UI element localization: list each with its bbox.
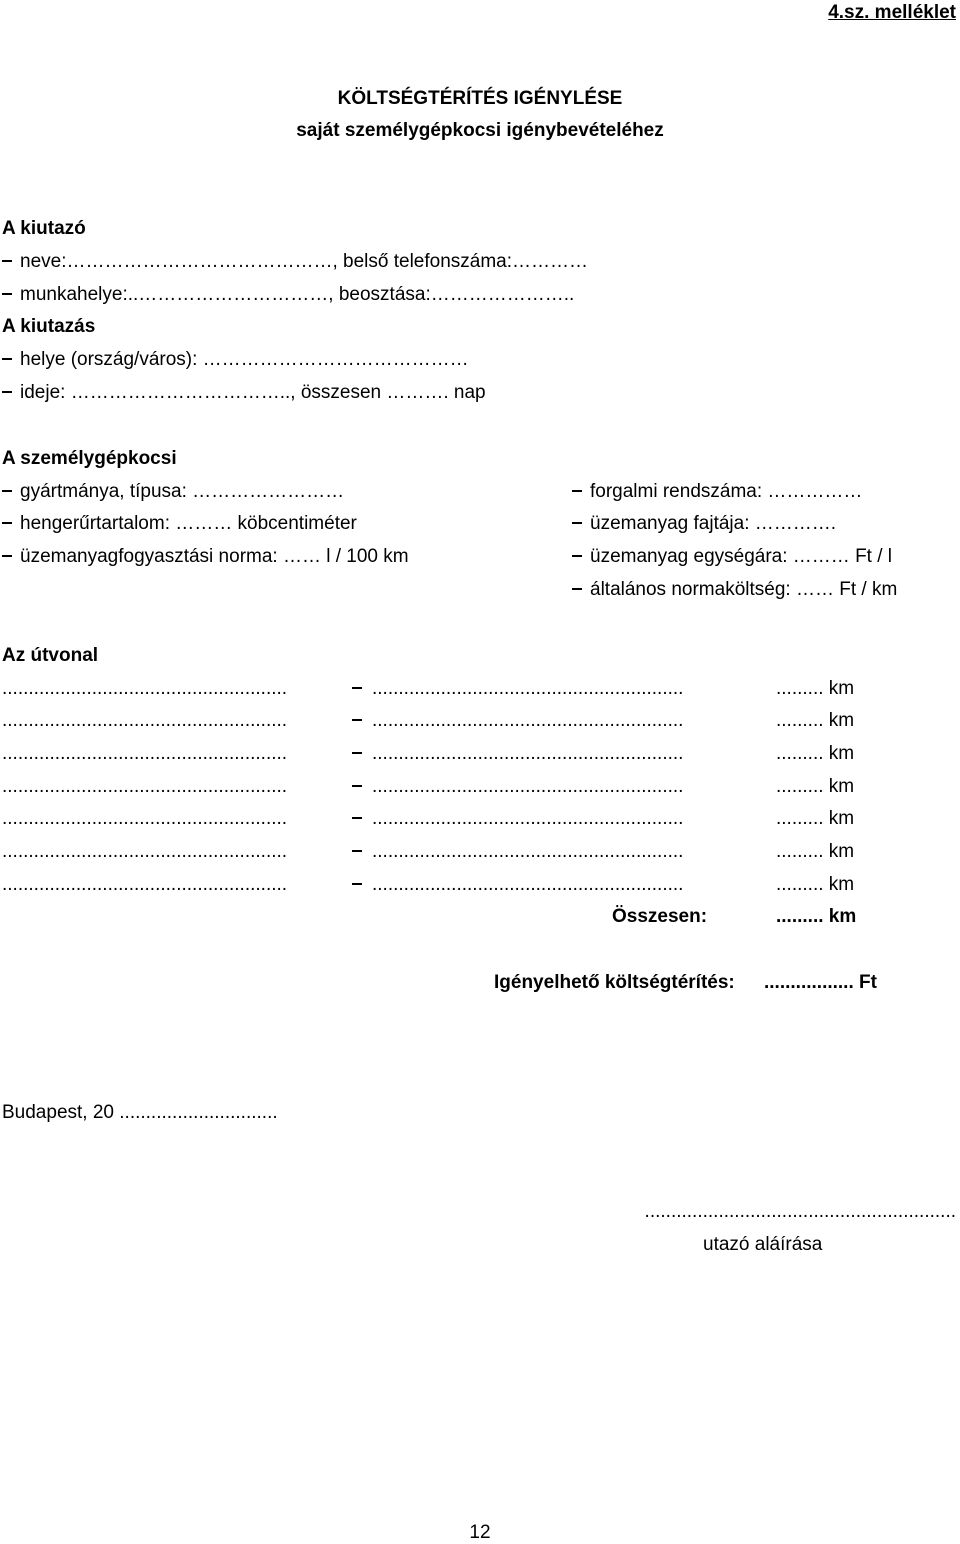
dash-icon xyxy=(572,490,582,492)
dash-icon xyxy=(352,752,362,754)
dash-icon xyxy=(2,522,12,524)
route-km: ......... km xyxy=(776,874,855,895)
dash-icon xyxy=(352,785,362,787)
annex-label: 4.sz. melléklet xyxy=(828,2,956,23)
route-km: ......... km xyxy=(776,678,855,699)
form-title: KÖLTSÉGTÉRÍTÉS IGÉNYLÉSE xyxy=(337,88,623,109)
claim-value: ................. Ft xyxy=(764,972,877,993)
traveler-name-line: neve:……………………………………, belső telefonszáma:………… xyxy=(2,251,588,273)
dash-icon xyxy=(352,883,362,885)
car-make-line: gyártmánya, típusa: …………………… xyxy=(2,481,344,503)
claim-label: Igényelhető költségtérítés: xyxy=(494,972,735,993)
dash-icon xyxy=(2,490,12,492)
route-total-label: Összesen: xyxy=(612,906,708,927)
place-date: Budapest, 20 .............................. xyxy=(2,1102,278,1123)
dash-icon xyxy=(352,719,362,721)
car-heading: A személygépkocsi xyxy=(2,448,177,469)
dash-icon xyxy=(2,358,12,360)
dash-icon xyxy=(2,260,12,262)
route-km: ......... km xyxy=(776,710,855,731)
route-from: ...................................................... xyxy=(2,776,288,797)
dash-icon xyxy=(352,850,362,852)
form-subtitle: saját személygépkocsi igénybevételéhez xyxy=(296,120,664,141)
car-fuel-type-line: üzemanyag fajtája: …………. xyxy=(572,513,836,535)
route-km: ......... km xyxy=(776,776,855,797)
route-heading: Az útvonal xyxy=(2,645,99,666)
dash-icon xyxy=(352,817,362,819)
dash-icon xyxy=(572,522,582,524)
trip-heading: A kiutazás xyxy=(2,316,96,337)
car-plate-line: forgalmi rendszáma: …………… xyxy=(572,481,862,503)
signature-line: ........................................................... xyxy=(644,1201,956,1222)
signature-label: utazó aláírása xyxy=(703,1234,823,1255)
route-to: ........................................................... xyxy=(372,678,684,699)
dash-icon xyxy=(2,555,12,557)
route-to: ........................................................... xyxy=(372,743,684,764)
car-displacement-line: hengerűrtartalom: ……… köbcentiméter xyxy=(2,513,357,535)
dash-icon xyxy=(2,293,12,295)
dash-icon xyxy=(352,687,362,689)
route-to: ........................................................... xyxy=(372,776,684,797)
route-to: ........................................................... xyxy=(372,841,684,862)
traveler-workplace-line: munkahelye:..…………………………, beosztása:………………….. xyxy=(2,284,574,306)
route-from: ...................................................... xyxy=(2,710,288,731)
route-km: ......... km xyxy=(776,808,855,829)
route-to: ........................................................... xyxy=(372,874,684,895)
route-km: ......... km xyxy=(776,743,855,764)
traveler-heading: A kiutazó xyxy=(2,218,86,239)
trip-time-line: ideje: …………………………….., összesen ………. nap xyxy=(2,382,486,404)
page-number: 12 xyxy=(469,1522,491,1543)
route-from: ...................................................... xyxy=(2,874,288,895)
route-to: ........................................................... xyxy=(372,808,684,829)
route-from: ...................................................... xyxy=(2,743,288,764)
route-to: ........................................................... xyxy=(372,710,684,731)
car-norm-cost-line: általános normaköltség: …… Ft / km xyxy=(572,579,897,601)
route-km: ......... km xyxy=(776,841,855,862)
route-from: ...................................................... xyxy=(2,678,288,699)
trip-place-line: helye (ország/város): …………………………………… xyxy=(2,349,469,371)
dash-icon xyxy=(2,391,12,393)
car-consumption-line: üzemanyagfogyasztási norma: …… l / 100 km xyxy=(2,546,409,568)
route-from: ...................................................... xyxy=(2,808,288,829)
route-from: ...................................................... xyxy=(2,841,288,862)
dash-icon xyxy=(572,588,582,590)
car-fuel-price-line: üzemanyag egységára: ……… Ft / l xyxy=(572,546,892,568)
route-total-value: ......... km xyxy=(776,906,857,927)
dash-icon xyxy=(572,555,582,557)
